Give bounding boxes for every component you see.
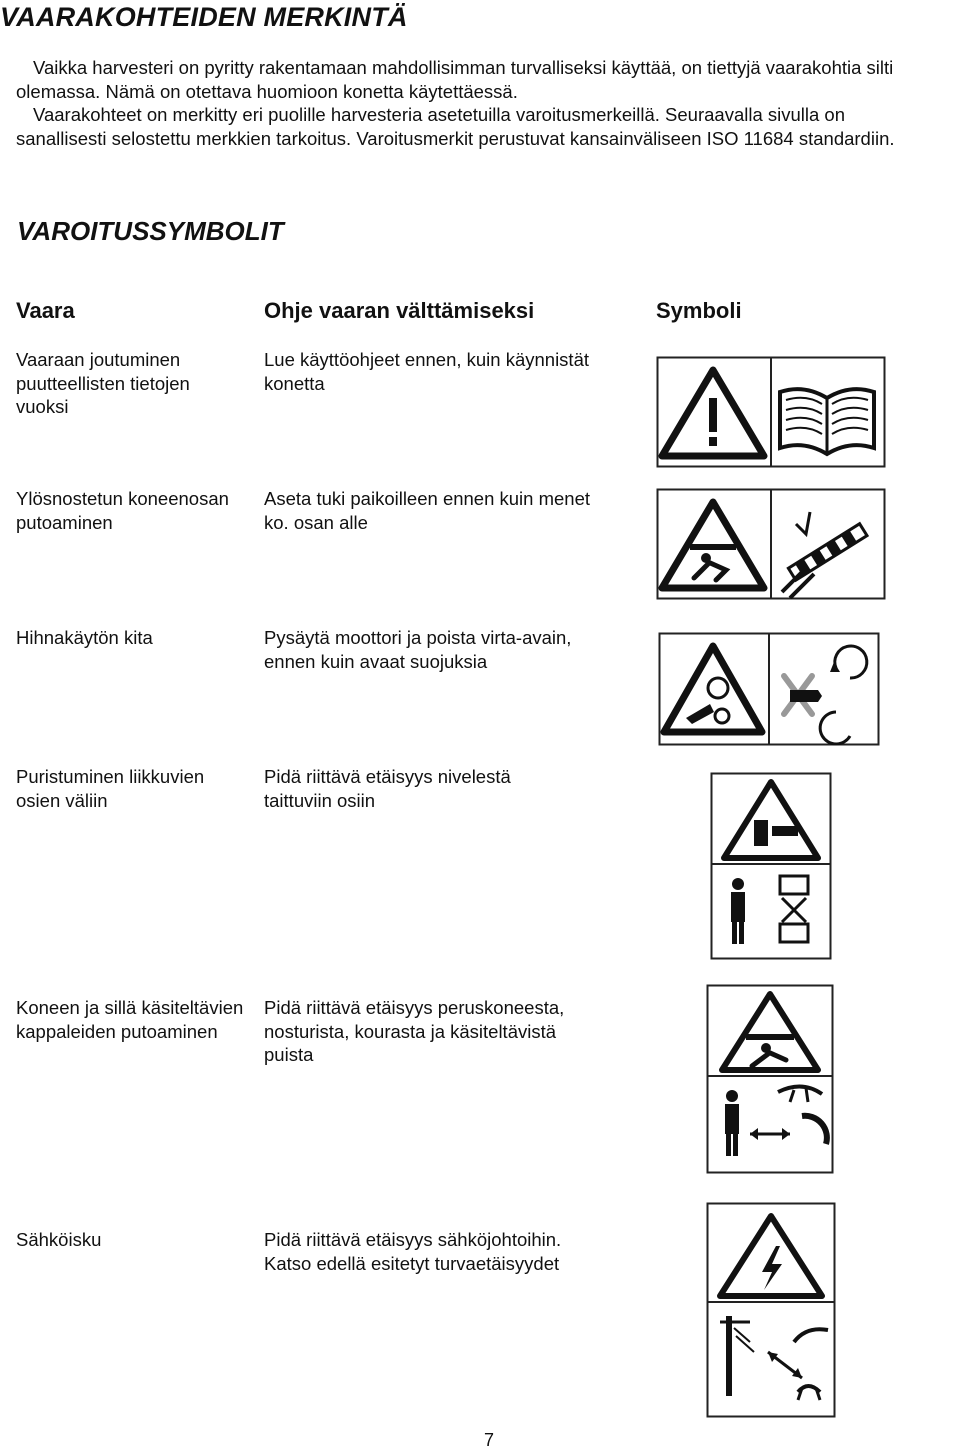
table-row-hazard xyxy=(16,996,276,1043)
belt-drive-warning-icon xyxy=(658,632,880,746)
intro-line: Vaarakohteet on merkitty eri puolille harvesteria asetetuilla varoitusmerkeillä. Seuraavalla sivulla on xyxy=(33,104,846,125)
table-row-instruction xyxy=(264,765,644,812)
intro-line: olemassa. Nämä on otettava huomioon konetta käytettäessä. xyxy=(16,80,518,102)
instruction-line: Lue käyttöohjeet ennen, kuin käynnistät xyxy=(264,349,590,370)
hazard-line: vuoksi xyxy=(16,396,69,417)
read-manual-warning-icon xyxy=(656,356,886,468)
table-row-instruction xyxy=(264,487,644,534)
page-number: 7 xyxy=(484,1430,495,1450)
table-row-hazard xyxy=(16,348,266,419)
instruction-line: taittuviin osiin xyxy=(264,789,376,811)
hazard-line: Puristuminen liikkuvien xyxy=(16,766,205,787)
hazard-line: Ylösnostetun koneenosan xyxy=(16,488,229,509)
electric-shock-warning-icon xyxy=(706,1202,836,1418)
instruction-line: ko. osan alle xyxy=(264,511,368,533)
hazard-line: putoaminen xyxy=(16,511,113,533)
table-row-hazard xyxy=(16,487,266,534)
instruction-line: Katso edellä esitetyt turvaetäisyydet xyxy=(264,1252,560,1274)
instruction-line: puista xyxy=(264,1044,314,1065)
hazard-line: osien väliin xyxy=(16,789,108,811)
hazard-line: puutteellisten tietojen xyxy=(16,372,190,394)
table-row-instruction xyxy=(264,996,644,1067)
intro-paragraph xyxy=(16,56,956,150)
instruction-line: Pysäytä moottori ja poista virta-avain, xyxy=(264,627,572,648)
section-title: VAROITUSSYMBOLIT xyxy=(17,216,284,246)
table-row-hazard xyxy=(16,765,266,812)
crush-support-warning-icon xyxy=(656,488,886,600)
instruction-line: konetta xyxy=(264,372,325,394)
page-title: VAARAKOHTEIDEN MERKINTÄ xyxy=(0,2,408,32)
hazard-line: kappaleiden putoaminen xyxy=(16,1020,218,1042)
instruction-line: Aseta tuki paikoilleen ennen kuin menet xyxy=(264,488,591,509)
hazard-line: Vaaraan joutuminen xyxy=(16,349,181,370)
instruction-line: ennen kuin avaat suojuksia xyxy=(264,650,488,672)
table-row-instruction xyxy=(264,626,644,673)
hazard-line: Koneen ja sillä käsiteltävien xyxy=(16,997,244,1018)
instruction-line: Pidä riittävä etäisyys nivelestä xyxy=(264,766,511,787)
instruction-line: Pidä riittävä etäisyys sähköjohtoihin. xyxy=(264,1229,562,1250)
column-header-symbol: Symboli xyxy=(656,298,742,323)
hazard-line: Sähköisku xyxy=(16,1229,102,1250)
table-row-instruction xyxy=(264,1228,644,1275)
table-row-hazard xyxy=(16,1228,266,1252)
column-header-instruction: Ohje vaaran välttämiseksi xyxy=(264,298,535,323)
instruction-line: Pidä riittävä etäisyys peruskoneesta, xyxy=(264,997,565,1018)
hazard-line: Hihnakäytön kita xyxy=(16,627,153,648)
table-row-instruction xyxy=(264,348,644,395)
table-row-hazard xyxy=(16,626,266,650)
pinch-point-warning-icon xyxy=(710,772,832,960)
column-header-hazard: Vaara xyxy=(16,298,75,323)
intro-line: Vaikka harvesteri on pyritty rakentamaan mahdollisimman turvalliseksi käyttää, on tiettyjä vaarakohtia silti xyxy=(33,57,894,78)
falling-objects-warning-icon xyxy=(706,984,834,1174)
instruction-line: nosturista, kourasta ja käsiteltävistä xyxy=(264,1020,557,1042)
intro-line: sanallisesti selostettu merkkien tarkoitus. Varoitusmerkit perustuvat kansainväliseen ISO 11684 standardiin. xyxy=(16,127,895,149)
